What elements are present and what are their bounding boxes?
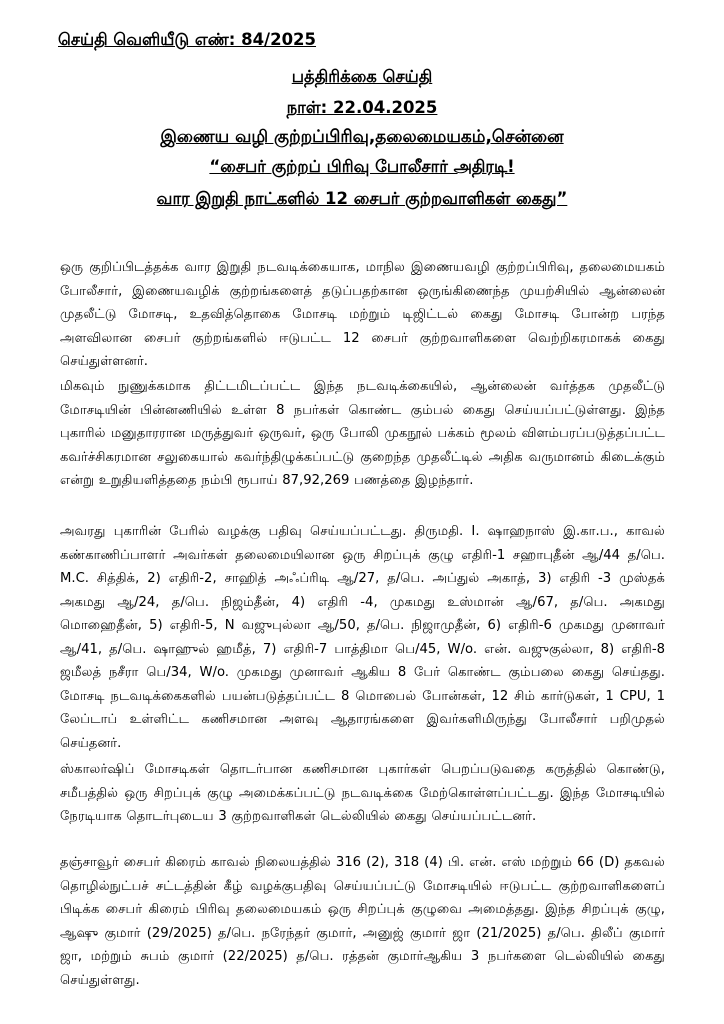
paragraph-4: ஸ்காலர்ஷிப் மோசடிகள் தொடர்பான கணிசமான புகார்கள் பெறப்படுவதை கருத்தில் கொண்டு, சமீபத்தில் ஒரு சிறப்புக் குழு அமைக்கப்பட்டு நடவடிக்கை மேற்கொள்ளப்பட்டது. இந்த மோசடியில் நேரடியாக தொடர்புடைய 3 குற்றவாளிகள் டெல்லியில் கைது செய்யப்பட்டனர். (60, 762, 665, 824)
paragraph-2: மிகவும் நுணுக்கமாக திட்டமிடப்பட்ட இந்த நடவடிக்கையில், ஆன்லைன் வர்த்தக முதலீட்டு மோசடியின் பின்னணியில் உள்ள 8 நபர்கள் கொண்ட கும்பல் கைது செய்யப்பட்டுள்ளது. இந்த புகாரில் மனுதாரரான மருத்துவர் ஒருவர், ஒரு போலி முகநூல் பக்கம் மூலம் விளம்பரப்படுத்தப்பட்ட கவர்ச்சிகரமான சலுகையால் கவர்ந்திழுக்கப்பட்டு குறைந்த முதலீட்டில் அதிக வருமானம் கிடைக்கும் என்று உறுதியளித்ததை நம்பி ரூபாய் 87,92,269 பணத்தை இழந்தார். (60, 379, 665, 488)
press-release-heading: பத்திரிக்கை செய்தி (291, 67, 433, 86)
title-line-1: “சைபர் குற்றப் பிரிவு போலீசார் அதிரடி! (209, 157, 515, 176)
title-line-2: வார இறுதி நாட்களில் 12 சைபர் குற்றவாளிகள் கைது” (156, 189, 568, 208)
paragraph-3: அவரது புகாரின் பேரில் வழக்கு பதிவு செய்யப்பட்டது. திருமதி. I. ஷாஹநாஸ் இ.கா.ப., காவல் கண்காணிப்பாளர் அவர்கள் தலைமையிலான ஒரு சிறப்புக் குழு எதிரி-1 சஹாபுதீன் ஆ/44 த/பெ. M.C. சித்திக், 2) எதிரி-2, சாஹித் அஃப்ரிடி ஆ/27, த/பெ. அப்துல் அகாத், 3) எதிரி -3 முஸ்தக் அகமது ஆ/24, த/பெ. நிஜம்தீன், 4) எதிரி -4, முகமது உஸ்மான் ஆ/67, த/பெ. அகமது மொஹைதீன், 5) எதிரி-5, N வஜுபுல்லா ஆ/50, த/பெ. நிஜாமுதீன், 6) எதிரி-6 முகமது முனாவர் ஆ/41, த/பெ. ஷாஹுல் ஹமீத், 7) எதிரி-7 பாத்திமா பெ/45, W/o. என். வஜுகுல்லா, 8) எதிரி-8 ஜமீலத் நசீரா பெ/34, W/o. முகமது முனாவர் ஆகிய 8 பேர் கொண்ட கும்பலை கைது செய்தது. மோசடி நடவடிக்கைகளில் பயன்படுத்தப்பட்ட 8 மொபைல் போன்கள், 12 சிம் கார்டுகள், 1 CPU, 1 லேப்டாப் உள்ளிட்ட கணிசமான அளவு ஆதாரங்களை இவர்களிமிருந்து போலீசார் பறிமுதல் செய்தனர். (60, 524, 665, 751)
release-number: செய்தி வெளியீடு எண்: 84/2025 (58, 30, 317, 49)
paragraph-1: ஒரு குறிப்பிடத்தக்க வார இறுதி நடவடிக்கையாக, மாநில இணையவழி குற்றப்பிரிவு, தலைமையகம் போலீசார், இணையவழிக் குற்றங்களைத் தடுப்பதற்கான ஒருங்கிணைந்த முயற்சியில் ஆன்லைன் முதலீட்டு மோசடி, உதவித்தொகை மோசடி மற்றும் டிஜிட்டல் கைது மோசடி போன்ற பரந்த அளவிலான சைபர் குற்றங்களில் ஈடுபட்ட 12 சைபர் குற்றவாளிகளை வெற்றிகரமாகக் கைது செய்துள்ளனர். (60, 260, 665, 369)
release-date: நாள்: 22.04.2025 (286, 98, 438, 117)
paragraph-5: தஞ்சாவூர் சைபர் கிரைம் காவல் நிலையத்தில் 316 (2), 318 (4) பி. என். எஸ் மற்றும் 66 (D) தகவல் தொழில்நுட்பச் சட்டத்தின் கீழ் வழக்குபதிவு செய்யப்பட்டு மோசடியில் ஈடுபட்ட குற்றவாளிகளைப் பிடிக்க சைபர் கிரைம் பிரிவு தலைமையகம் ஒரு சிறப்புக் குழுவை அமைத்தது. இந்த சிறப்புக் குழு, ஆஷு குமார் (29/2025) த/பெ. நரேந்தர் குமார், அனுஜ் குமார் ஜா (21/2025) த/பெ. திலீப் குமார் ஜா, மற்றும் சுபம் குமார் (22/2025) த/பெ. ரத்தன் குமார்ஆகிய 3 நபர்களை டெல்லியில் கைது செய்துள்ளது. (60, 855, 665, 988)
office-heading: இணைய வழி குற்றப்பிரிவு,தலைமையகம்,சென்னை (160, 127, 564, 147)
